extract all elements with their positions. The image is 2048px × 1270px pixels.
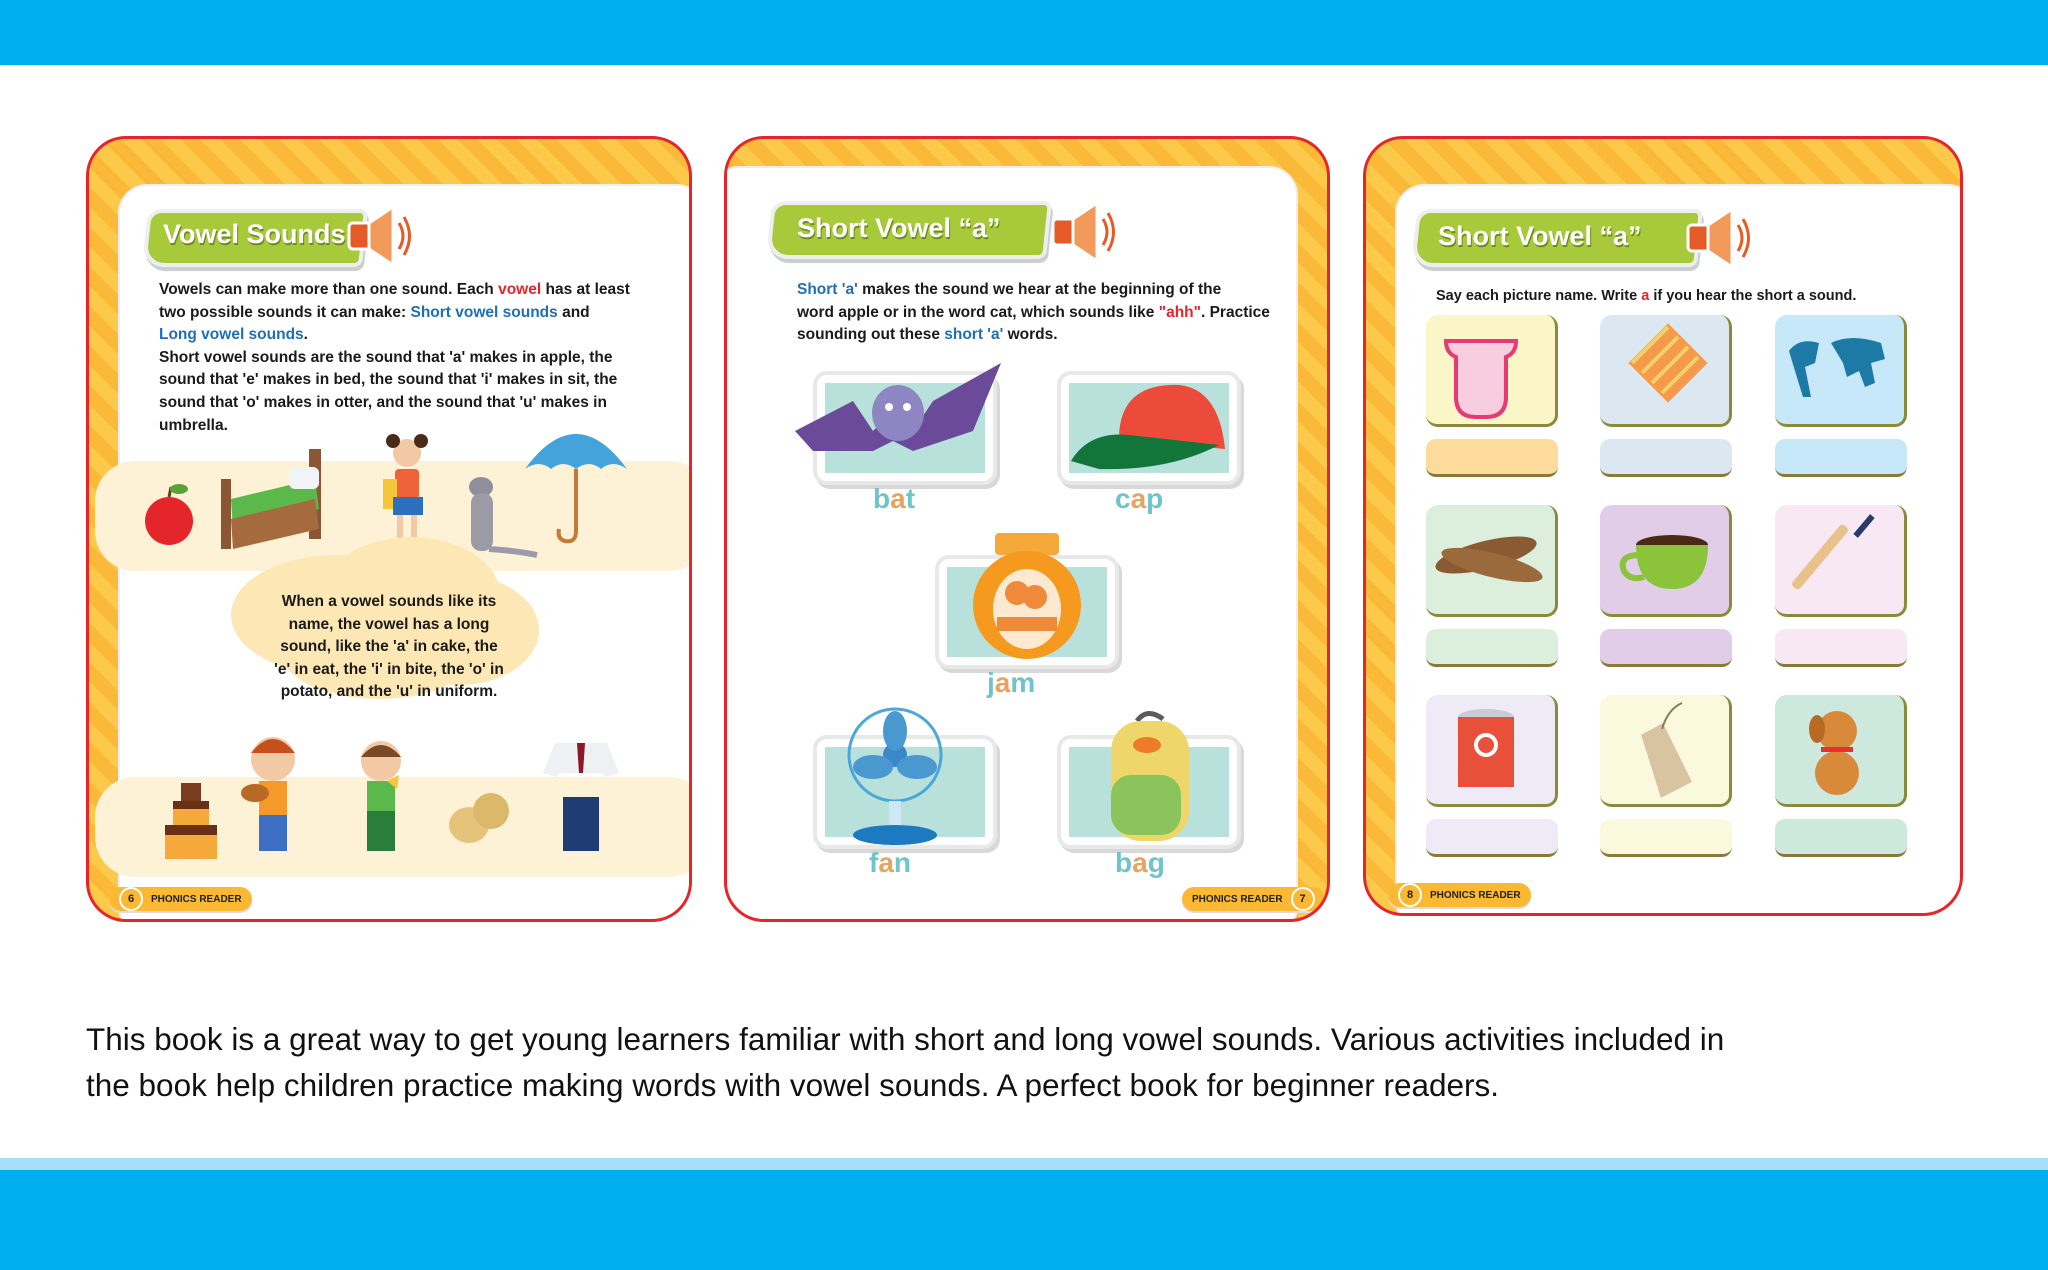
answer-box-cup[interactable] [1600, 629, 1732, 667]
intro-paragraph [159, 279, 659, 437]
page-footer [109, 887, 252, 911]
answer-box-dog[interactable] [1775, 819, 1907, 857]
speaker-icon [1684, 203, 1756, 273]
jam-jar-icon [967, 531, 1087, 661]
picture-card-cup [1600, 505, 1732, 617]
description-line: This book is a great way to get young learners familiar with short and long vowel sounds. Various activities included in [86, 1021, 1725, 1057]
text: makes the sound we hear at the beginning of the [857, 281, 1222, 298]
book-page-8 [1363, 136, 1963, 916]
text: Short vowel sounds are the sound that 'a' makes in apple, the [159, 348, 613, 366]
text: word apple or in the word cat, which sounds like [797, 303, 1159, 321]
answer-box-tag[interactable] [1600, 819, 1732, 857]
text: When a vowel sounds like its [281, 593, 497, 610]
highlight-short-a: short 'a' [944, 326, 1004, 344]
picture-card-bat [1775, 505, 1907, 617]
book-description [86, 1016, 1986, 1108]
picture-card-dog [1775, 695, 1907, 807]
word-label-bat: bat [873, 483, 916, 514]
highlight-short-a: Short 'a' [797, 281, 858, 298]
picture-card-mat [1600, 315, 1732, 427]
text: potato, and the 'u' in uniform. [280, 683, 498, 701]
cup-icon [1600, 505, 1732, 617]
picture-card-map [1775, 315, 1907, 427]
bottom-banner-bar [0, 1170, 2048, 1270]
text: umbrella. [159, 416, 228, 434]
answer-box-can[interactable] [1426, 819, 1558, 857]
cake-icon [161, 769, 221, 864]
instruction-text [1436, 285, 1956, 308]
picture-card-can [1426, 695, 1558, 807]
text: sound that 'o' makes in otter, and the sound that 'u' makes in [159, 393, 607, 411]
cap-icon [1069, 379, 1229, 475]
footer-accent-bar [0, 1158, 2048, 1170]
bib-icon [1426, 315, 1558, 427]
word-label-cap: cap [1115, 483, 1164, 514]
potatoes-icon [445, 789, 515, 849]
text: two possible sounds it can make: [159, 303, 411, 321]
text: sounding out these [797, 326, 945, 344]
word-label-jam: jam [987, 667, 1036, 698]
page-number: 6 [119, 887, 143, 911]
backpack-icon [1097, 705, 1207, 845]
uniform-icon [541, 733, 621, 853]
highlight-long-vowel: Long vowel sounds [159, 326, 304, 344]
text: if you hear the short a sound. [1649, 288, 1857, 304]
answer-box-mat[interactable] [1600, 439, 1732, 477]
page-footer [1388, 883, 1531, 907]
text: . [303, 326, 308, 344]
highlight-a: a [1641, 288, 1650, 304]
picture-card-bib [1426, 315, 1558, 427]
speaker-icon [1049, 197, 1121, 267]
text: name, the vowel has a long [288, 615, 490, 633]
top-banner-bar [0, 0, 2048, 65]
footer-label: PHONICS READER [1192, 893, 1283, 905]
highlight-vowel: vowel [498, 281, 542, 298]
description-line: the book help children practice making words with vowel sounds. A perfect book for beginner readers. [86, 1067, 1500, 1103]
apple-icon [139, 479, 199, 549]
footer-label: PHONICS READER [151, 893, 242, 905]
yam-icon [1426, 505, 1558, 617]
text: words. [1003, 326, 1058, 344]
page-title: Vowel Sounds [163, 219, 346, 249]
speaker-icon [345, 201, 417, 271]
text: Say each picture name. Write [1436, 288, 1642, 304]
picture-card-tag [1600, 695, 1732, 807]
intro-paragraph [797, 279, 1297, 347]
tag-icon [1600, 695, 1732, 807]
page-number: 8 [1398, 883, 1422, 907]
highlight-short-vowel: Short vowel sounds [410, 303, 558, 321]
text: sound that 'e' makes in bed, the sound that 'i' makes in sit, the [159, 371, 618, 389]
answer-box-bat[interactable] [1775, 629, 1907, 667]
answer-box-bib[interactable] [1426, 439, 1558, 477]
bed-icon [219, 439, 359, 549]
long-vowel-explanation [239, 591, 539, 704]
can-icon [1426, 695, 1558, 807]
text: sound, like the 'a' in cake, the [280, 638, 498, 656]
text: Vowels can make more than one sound. Each [159, 281, 499, 298]
page-footer [1182, 887, 1325, 911]
page-title: Short Vowel “a” [1438, 221, 1642, 251]
word-label-fan: fan [869, 847, 912, 878]
text: has at least [541, 281, 630, 298]
boy-eating-burger-icon [237, 729, 307, 859]
dog-icon [1775, 695, 1907, 807]
text: and [557, 303, 590, 321]
umbrella-icon [521, 419, 631, 549]
page-title: Short Vowel “a” [797, 213, 1001, 243]
highlight-ahh: "ahh" [1158, 303, 1201, 321]
book-page-6 [86, 136, 692, 922]
fan-icon [837, 707, 957, 847]
girl-sitting-icon [377, 431, 437, 551]
text: 'e' in eat, the 'i' in bite, the 'o' in [274, 660, 504, 678]
mat-icon [1600, 315, 1732, 427]
picture-card-yam [1426, 505, 1558, 617]
word-label-bag: bag [1115, 847, 1165, 878]
book-page-7 [724, 136, 1330, 922]
map-icon [1775, 315, 1907, 427]
bat-icon [1775, 505, 1907, 617]
answer-box-yam[interactable] [1426, 629, 1558, 667]
footer-label: PHONICS READER [1430, 889, 1521, 901]
text: . Practice [1200, 303, 1270, 321]
boy-eating-pizza-icon [351, 735, 411, 855]
answer-box-map[interactable] [1775, 439, 1907, 477]
bat-icon [793, 361, 1003, 471]
page-number: 7 [1291, 887, 1315, 911]
